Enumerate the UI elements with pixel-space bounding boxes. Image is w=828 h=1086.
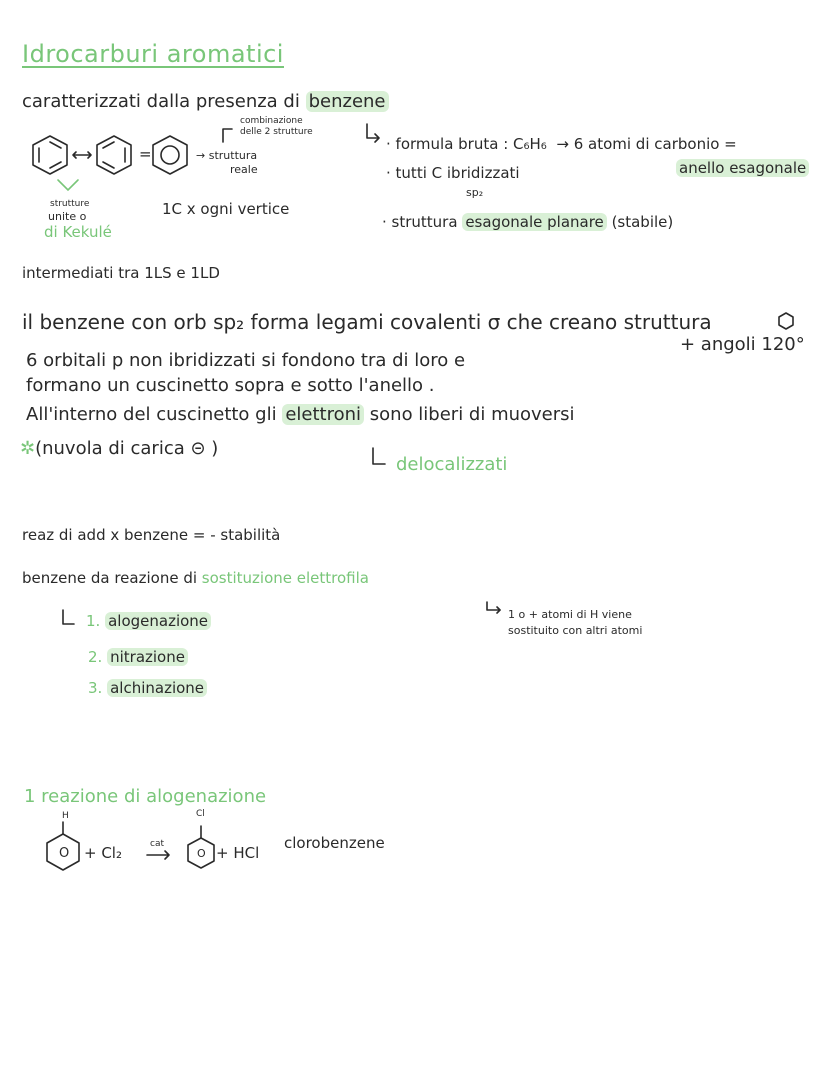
- intro-highlight: benzene: [306, 91, 389, 112]
- reaction-item-2: 2. nitrazione: [88, 650, 188, 665]
- chlorobenzene-product-icon: [186, 836, 216, 870]
- catalyst-label: cat: [150, 839, 164, 849]
- kekule-structure-2-icon: [94, 134, 134, 176]
- paragraph-line-3: formano un cuscinetto sopra e sotto l'anello .: [26, 375, 435, 396]
- intermediates-line: intermediati tra 1LS e 1LD: [22, 264, 220, 282]
- resonance-check-icon: [56, 178, 80, 194]
- delocalized-label: delocalizzati: [396, 454, 508, 475]
- paragraph-line-1: il benzene con orb sp₂ forma legami covalenti σ che creano struttura: [22, 310, 712, 334]
- reaction-item-1: 1. alogenazione: [86, 614, 211, 629]
- planar-line: · struttura esagonale planare (stabile): [382, 213, 674, 231]
- halogenation-heading: 1 reazione di alogenazione: [24, 786, 267, 807]
- real-structure-label-2: reale: [230, 163, 258, 176]
- down-right-arrow-icon: [364, 122, 384, 146]
- svg-text:O: O: [197, 847, 206, 860]
- product-name: clorobenzene: [284, 834, 385, 852]
- substitution-arrow-icon: [484, 600, 504, 620]
- resonance-arrow-icon: [70, 149, 94, 161]
- h-label: H: [62, 811, 69, 821]
- combination-note-2: delle 2 strutture: [240, 127, 313, 137]
- real-structure-label-1: → struttura: [196, 149, 258, 162]
- benzene-reactant-icon: [44, 832, 82, 872]
- hexagon-icon: [778, 312, 794, 330]
- equals-sign: =: [139, 145, 152, 163]
- substitution-note-2: sostituito con altri atomi: [508, 624, 643, 637]
- kekule-structure-1-icon: [30, 134, 70, 176]
- list-arrow-icon: [60, 608, 80, 632]
- intro-prefix: caratterizzati dalla presenza di: [22, 91, 300, 112]
- paragraph-line-4: All'interno del cuscinetto gli elettroni sono liberi di muoversi: [26, 404, 575, 425]
- page-title: Idrocarburi aromatici: [22, 40, 284, 68]
- one-c-per-vertex: 1C x ogni vertice: [162, 200, 290, 218]
- hybrid-line-1: · tutti C ibridizzati: [386, 164, 520, 182]
- reaction-arrow-icon: [146, 850, 172, 860]
- paragraph-note: ✲(nuvola di carica ⊝ ): [20, 438, 219, 459]
- combination-arrow-icon: [220, 124, 240, 144]
- cl-label: Cl: [196, 809, 205, 819]
- hybrid-line-2: sp₂: [466, 186, 484, 199]
- paragraph-angles: + angoli 120°: [680, 334, 805, 355]
- ring-line: anello esagonale: [676, 161, 809, 176]
- benzene-real-structure-icon: [150, 134, 190, 176]
- substitution-line: benzene da reazione di sostituzione elettrofila: [22, 569, 369, 587]
- intro-line: [22, 93, 389, 111]
- combination-note-1: combinazione: [240, 116, 303, 126]
- reaction-item-3: 3. alchinazione: [88, 681, 207, 696]
- hcl-product: + HCl: [216, 844, 260, 862]
- svg-text:O: O: [59, 846, 70, 861]
- asterisk-icon: ✲: [20, 438, 36, 459]
- resonance-label-3: di Kekulé: [44, 223, 112, 241]
- delocalized-arrow-icon: [370, 446, 390, 470]
- formula-line: · formula bruta : C₆H₆ → 6 atomi di carbonio =: [386, 135, 737, 153]
- resonance-label-1: strutture: [50, 199, 90, 209]
- chlorine-reactant: + Cl₂: [84, 844, 122, 862]
- addition-line: reaz di add x benzene = - stabilità: [22, 526, 281, 544]
- paragraph-line-2: 6 orbitali p non ibridizzati si fondono tra di loro e: [26, 350, 466, 371]
- resonance-label-2: unite o: [48, 210, 87, 223]
- substitution-note-1: 1 o + atomi di H viene: [508, 608, 632, 621]
